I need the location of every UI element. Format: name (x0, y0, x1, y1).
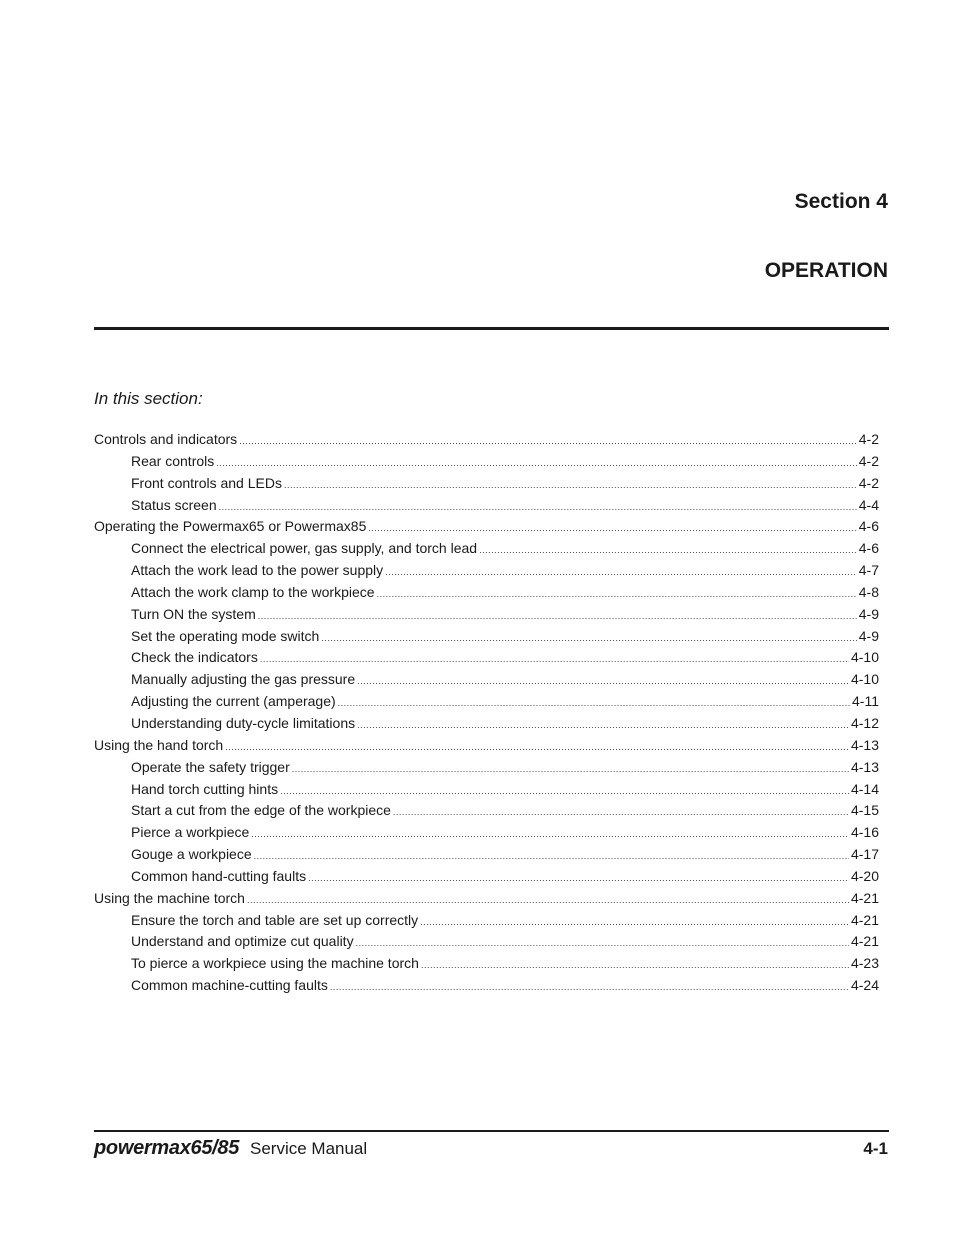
toc-entry-page: 4-2 (858, 452, 879, 469)
toc-entry[interactable] (94, 560, 879, 582)
toc-entry-label: Status screen (131, 496, 217, 513)
toc-entry-page: 4-17 (850, 846, 879, 863)
footer-manual-title: Service Manual (250, 1139, 368, 1158)
toc-dot-leader (393, 802, 849, 824)
toc-entry[interactable] (94, 429, 879, 451)
toc-dot-leader (338, 693, 850, 715)
toc-dot-leader (421, 955, 849, 977)
toc-entry-page: 4-24 (850, 977, 879, 994)
toc-dot-leader (280, 781, 849, 803)
toc-entry[interactable] (94, 582, 879, 604)
toc-entry[interactable] (94, 735, 879, 757)
toc-entry-label: Understand and optimize cut quality (131, 933, 354, 950)
toc-entry-page: 4-13 (850, 736, 879, 753)
header-divider (94, 327, 889, 330)
toc-entry-label: Understanding duty-cycle limitations (131, 714, 356, 731)
toc-dot-leader (368, 518, 856, 540)
footer-page-number: 4-1 (863, 1139, 888, 1158)
toc-entry-page: 4-9 (858, 605, 879, 622)
toc-entry-label: Gouge a workpiece (131, 846, 252, 863)
toc-entry-label: Pierce a workpiece (131, 824, 250, 841)
toc-entry-label: Start a cut from the edge of the workpiece (131, 802, 391, 819)
section-intro: In this section: (94, 389, 203, 408)
toc-entry-label: Operating the Powermax65 or Powermax85 (94, 518, 367, 535)
toc-dot-leader (357, 671, 849, 693)
toc-entry-label: Rear controls (131, 452, 215, 469)
toc-entry[interactable] (94, 800, 879, 822)
toc-dot-leader (377, 584, 857, 606)
toc-entry-page: 4-12 (850, 714, 879, 731)
toc-dot-leader (479, 540, 857, 562)
toc-entry[interactable] (94, 975, 879, 997)
toc-dot-leader (321, 628, 856, 650)
toc-entry-label: Connect the electrical power, gas supply, and torch lead (131, 540, 478, 557)
toc-dot-leader (308, 868, 849, 890)
toc-entry-page: 4-9 (858, 627, 879, 644)
toc-entry-label: Attach the work lead to the power supply (131, 562, 384, 579)
toc-entry-label: Turn ON the system (131, 605, 256, 622)
toc-dot-leader (385, 562, 857, 584)
toc-dot-leader (258, 606, 857, 628)
toc-entry[interactable] (94, 866, 879, 888)
toc-entry-label: Ensure the torch and table are set up correctly (131, 911, 419, 928)
toc-entry-page: 4-14 (850, 780, 879, 797)
toc-entry-page: 4-6 (858, 518, 879, 535)
toc-dot-leader (357, 715, 849, 737)
toc-entry-page: 4-21 (850, 933, 879, 950)
toc-entry-page: 4-13 (850, 758, 879, 775)
toc-entry-page: 4-21 (850, 911, 879, 928)
toc-entry-label: Manually adjusting the gas pressure (131, 671, 356, 688)
toc-dot-leader (420, 912, 849, 934)
toc-entry[interactable] (94, 953, 879, 975)
toc-entry-label: Check the indicators (131, 649, 258, 666)
toc-entry-page: 4-15 (850, 802, 879, 819)
toc-entry-page: 4-23 (850, 955, 879, 972)
toc-dot-leader (216, 453, 857, 475)
toc-entry-label: Set the operating mode switch (131, 627, 320, 644)
toc-entry-page: 4-21 (850, 889, 879, 906)
toc-entry-page: 4-10 (850, 671, 879, 688)
toc-entry-page: 4-16 (850, 824, 879, 841)
toc-entry[interactable] (94, 516, 879, 538)
toc-entry-label: Operate the safety trigger (131, 758, 290, 775)
toc-entry-page: 4-10 (850, 649, 879, 666)
toc-dot-leader (239, 431, 857, 453)
toc-entry[interactable] (94, 691, 879, 713)
toc-entry-page: 4-8 (858, 583, 879, 600)
toc-entry[interactable] (94, 757, 879, 779)
toc-dot-leader (219, 497, 857, 519)
toc-entry[interactable] (94, 713, 879, 735)
toc-dot-leader (284, 475, 857, 497)
toc-entry-label: Front controls and LEDs (131, 474, 282, 491)
toc-entry-label: Adjusting the current (amperage) (131, 693, 336, 710)
toc-entry[interactable] (94, 669, 879, 691)
toc-entry-label: Common hand-cutting faults (131, 867, 307, 884)
toc-dot-leader (292, 759, 849, 781)
toc-dot-leader (251, 824, 849, 846)
toc-dot-leader (254, 846, 849, 868)
toc-entry[interactable] (94, 495, 879, 517)
footer-divider (94, 1130, 889, 1132)
toc-dot-leader (247, 890, 849, 912)
toc-entry[interactable] (94, 473, 879, 495)
toc-entry-page: 4-2 (858, 431, 879, 447)
toc-dot-leader (260, 649, 849, 671)
toc-entry-label: Controls and indicators (94, 431, 238, 447)
toc-entry-page: 4-11 (852, 693, 879, 710)
toc-entry[interactable] (94, 910, 879, 932)
toc-entry[interactable] (94, 647, 879, 669)
toc-dot-leader (356, 933, 849, 955)
toc-entry[interactable] (94, 626, 879, 648)
toc-entry-page: 4-20 (850, 867, 879, 884)
toc-entry-label: Attach the work clamp to the workpiece (131, 583, 375, 600)
toc-entry[interactable] (94, 451, 879, 473)
table-of-contents (94, 429, 879, 997)
toc-entry[interactable] (94, 604, 879, 626)
toc-entry[interactable] (94, 888, 879, 910)
toc-entry-label: Hand torch cutting hints (131, 780, 279, 797)
toc-entry[interactable] (94, 931, 879, 953)
toc-entry-label: Using the hand torch (94, 736, 224, 753)
toc-entry-label: Common machine-cutting faults (131, 977, 328, 994)
footer-brand-logo: powermax65/85 (94, 1137, 240, 1159)
toc-dot-leader (330, 977, 849, 999)
section-title: OPERATION (764, 259, 888, 282)
section-number: Section 4 (794, 190, 888, 213)
toc-entry[interactable] (94, 538, 879, 560)
toc-entry[interactable] (94, 844, 879, 866)
toc-dot-leader (225, 737, 849, 759)
toc-entry[interactable] (94, 822, 879, 844)
toc-entry-page: 4-7 (858, 562, 879, 579)
toc-entry-page: 4-2 (858, 474, 879, 491)
toc-entry-page: 4-4 (858, 496, 879, 513)
toc-entry[interactable] (94, 779, 879, 801)
toc-entry-label: To pierce a workpiece using the machine torch (131, 955, 419, 972)
toc-entry-label: Using the machine torch (94, 889, 245, 906)
toc-entry-page: 4-6 (858, 540, 879, 557)
